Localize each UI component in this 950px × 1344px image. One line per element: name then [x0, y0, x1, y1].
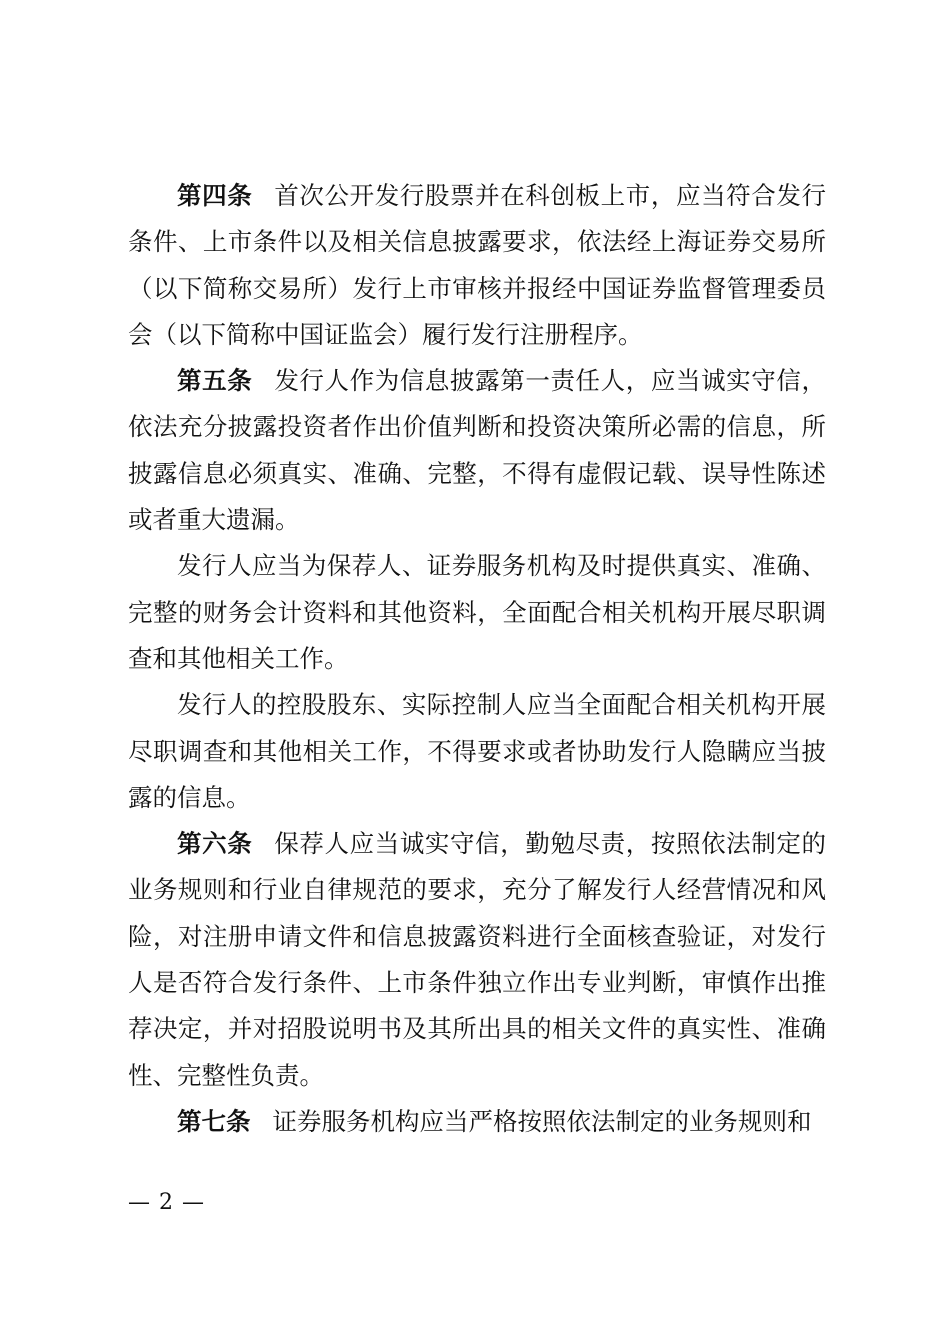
- paragraph-article-5: [128, 358, 826, 543]
- paragraph-text: 发行人的控股股东、实际控制人应当全面配合相关机构开展尽职调查和其他相关工作，不得要求或者协助发行人隐瞒应当披露的信息。: [128, 690, 826, 812]
- paragraph-article-7: [128, 1099, 826, 1145]
- paragraph-text: 首次公开发行股票并在科创板上市，应当符合发行条件、上市条件以及相关信息披露要求，依法经上海证券交易所（以下简称交易所）发行上市审核并报经中国证券监督管理委员会（以下简称中国证监会）履行发行注册程序。: [128, 181, 826, 349]
- article-heading: 第五条: [177, 366, 253, 396]
- paragraph-text: 发行人应当为保荐人、证券服务机构及时提供真实、准确、完整的财务会计资料和其他资料，全面配合相关机构开展尽职调查和其他相关工作。: [128, 551, 826, 673]
- paragraph-text: 保荐人应当诚实守信，勤勉尽责，按照依法制定的业务规则和行业自律规范的要求，充分了解发行人经营情况和风险，对注册申请文件和信息披露资料进行全面核查验证，对发行人是否符合发行条件、上市条件独立作出专业判断，审慎作出推荐决定，并对招股说明书及其所出具的相关文件的真实性、准确性、完整性负责。: [128, 829, 826, 1090]
- paragraph-article-6: [128, 821, 826, 1099]
- article-heading: 第六条: [177, 829, 253, 859]
- article-heading: 第七条: [177, 1106, 251, 1136]
- paragraph-article-5-clause-2: [128, 543, 826, 682]
- paragraph-text: 发行人作为信息披露第一责任人，应当诚实守信，依法充分披露投资者作出价值判断和投资决策所必需的信息，所披露信息必须真实、准确、完整，不得有虚假记载、误导性陈述或者重大遗漏。: [128, 366, 826, 535]
- paragraph-article-5-clause-3: [128, 682, 826, 821]
- paragraph-text: 证券服务机构应当严格按照依法制定的业务规则和: [272, 1106, 812, 1136]
- article-heading: 第四条: [177, 181, 253, 210]
- document-body: [128, 173, 826, 1145]
- paragraph-article-4: [128, 173, 826, 358]
- page-number: — 2 —: [128, 1190, 205, 1215]
